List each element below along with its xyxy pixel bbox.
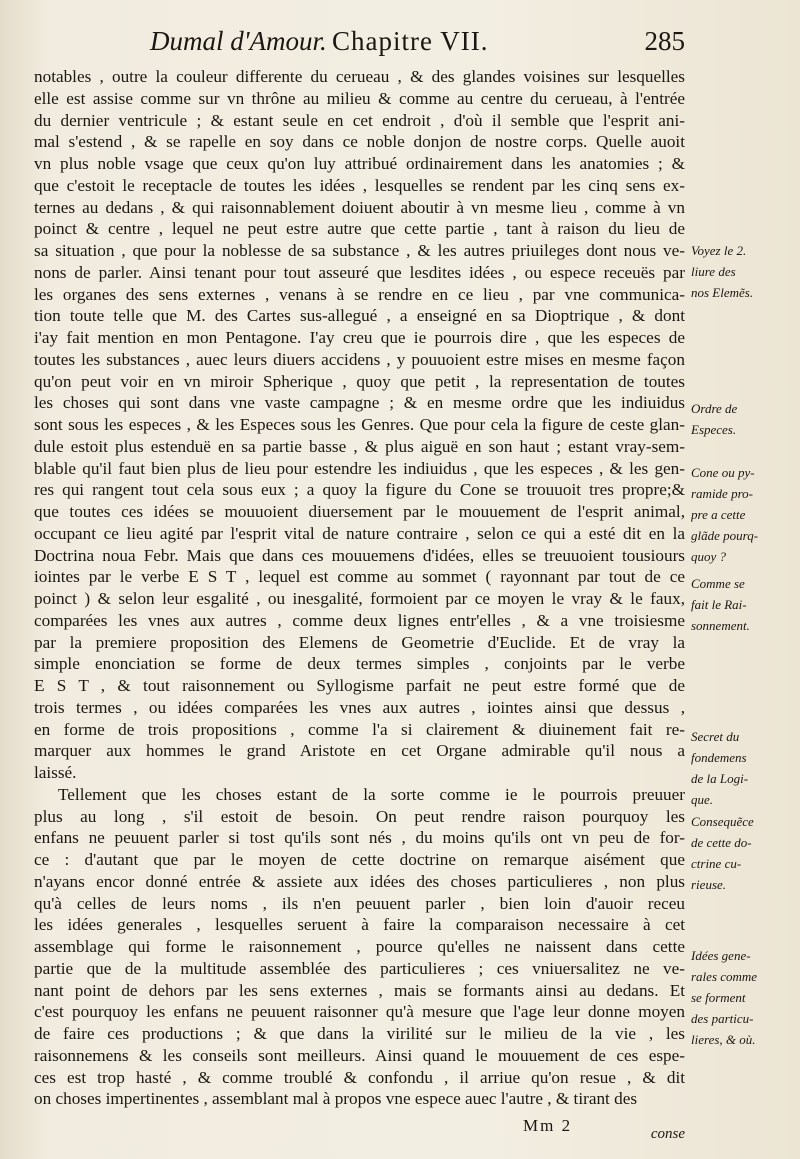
margin-note-line: sonnement. bbox=[691, 618, 750, 633]
text-line: res qui rangent tout cela sous eux ; a quoy la figure du Cone se trouuoit tres propre;& bbox=[34, 480, 685, 500]
text-line: sa situation , que pour la noblesse de sa substance , & les autres priuileges dont nous ve- bbox=[34, 241, 685, 260]
text-line: blable qu'il faut bien plus de lieu pour estendre les indiuidus , que les especes , & les gen- bbox=[34, 458, 685, 478]
text-line: raisonnemens & les conseils sont meilleurs. Ainsi quand le mouuement de ces espe- bbox=[34, 1045, 685, 1065]
page-footer bbox=[34, 1116, 685, 1156]
margin-note-line: de cette do- bbox=[691, 835, 752, 850]
signature-mark: Mm 2 bbox=[523, 1116, 573, 1135]
margin-note-line: Consequẽce bbox=[691, 814, 754, 829]
margin-note-line: Idées gene- bbox=[691, 948, 751, 963]
margin-note-line: de la Logi- bbox=[691, 771, 749, 786]
margin-note bbox=[691, 398, 799, 440]
text-line: ces est trop hasté , & comme troublé & confondu , il arriue qu'on resue , & dit bbox=[34, 1067, 685, 1087]
margin-note-line: liure des bbox=[691, 264, 736, 279]
text-line: nant point de dehors par les sens externes , mais se formants ainsi au dedans. Et bbox=[34, 980, 685, 1000]
text-line: ce : d'autant que par le moyen de cette doctrine on remarque aisément que bbox=[34, 850, 685, 869]
text-line: notables , outre la couleur differente du cerueau , & des glandes voisines sur lesquelles bbox=[34, 67, 685, 86]
margin-note-line: des particu- bbox=[691, 1011, 754, 1026]
text-line: nons de parler. Ainsi tenant pour tout asseuré que lesdites idées , ou espece receuës par bbox=[34, 262, 685, 282]
body-text bbox=[34, 66, 685, 1110]
margin-note-line: pre a cette bbox=[691, 507, 746, 522]
margin-note-line: Comme se bbox=[691, 576, 745, 591]
text-line: toutes les substances , auec leurs diuers accidens , y pouuoient estre mises en mesme façon bbox=[34, 349, 685, 369]
running-head: Dumal d'Amour. bbox=[150, 26, 327, 56]
text-line: iointes par le verbe E S T , lequel est comme au sommet ( rayonnant par tout de ce bbox=[34, 567, 685, 587]
text-line: simple enonciation se forme de deux termes simples , conjoints par le verbe bbox=[34, 654, 685, 674]
margin-note bbox=[691, 240, 799, 303]
margin-note-line: que. bbox=[691, 792, 714, 807]
text-line: c'est pourquoy les enfans ne peuuent raisonner qu'à mesure que l'age leur donne moyen bbox=[34, 1002, 685, 1022]
margin-note bbox=[691, 573, 799, 636]
margin-note-line: fondemens bbox=[691, 750, 747, 765]
margin-note-line: glãde pourq- bbox=[691, 528, 759, 543]
paragraph-1 bbox=[34, 66, 685, 784]
text-line: par la premiere proposition des Elemens de Geometrie d'Euclide. Et de vray la bbox=[34, 632, 685, 652]
margin-note-line: Secret du bbox=[691, 729, 740, 744]
text-line: Tellement que les choses estant de la sorte comme ie le pourrois preuuer bbox=[58, 784, 685, 804]
text-line: marquer aux hommes le grand Aristote en cet Organe admirable qu'il nous a bbox=[34, 741, 685, 761]
margin-note-line: rales comme bbox=[691, 969, 758, 984]
text-line: qu'à celles de leurs noms , ils n'en peuuent parler , bien loin d'auoir receu bbox=[34, 893, 685, 913]
margin-note bbox=[691, 726, 799, 810]
text-line: que c'estoit le receptacle de toutes les idées , lesquelles se rendent par les cinq sens ex- bbox=[34, 175, 685, 195]
chapter-title: Chapitre VII. bbox=[332, 26, 489, 56]
text-line: tion toute telle que M. des Cartes sus-allegué , a enseigné en sa Dioptrique , & dont bbox=[34, 306, 685, 326]
text-line: i'ay fait mention en mon Pentagone. I'ay creu que ie pourrois dire , que les especes de bbox=[34, 328, 685, 347]
text-line: occupant ce lieu agité par l'esprit vital de nature contraire , selon ce qui a esté dit en la bbox=[34, 523, 685, 543]
text-line: poinct ) & selon leur esgalité , ou inesgalité, formoient par ce moyen le vray & le faux, bbox=[34, 589, 685, 608]
margin-note-line: se forment bbox=[691, 990, 746, 1005]
text-line: poinct & centre , lequel ne peut estre autre que cette partie , tant à raison du lieu de bbox=[34, 219, 685, 239]
margin-note-line: nos Elemẽs. bbox=[691, 285, 754, 300]
text-line: qu'on peut voir en vn miroir Spherique , quoy que petit , la representation de toutes bbox=[34, 371, 685, 391]
margin-note bbox=[691, 945, 799, 1050]
text-line: n'ayans encor donné entrée & assiete aux idées des choses particulieres , non plus bbox=[34, 871, 685, 891]
text-line: partie que de la multitude assemblée des particulieres ; ces vniuersalitez ne ve- bbox=[34, 958, 685, 978]
margin-note-line: quoy ? bbox=[691, 549, 727, 564]
text-line: que toutes ces idées se mouuoient diuersement par le mouuement de l'esprit animal, bbox=[34, 502, 685, 521]
margin-note-line: fait le Rai- bbox=[691, 597, 747, 612]
margin-note-line: ctrine cu- bbox=[691, 856, 742, 871]
text-line: sont sous les especes , & les Especes sous les Genres. Que pour cela la figure de ceste glan- bbox=[34, 415, 685, 434]
margin-note-line: Ordre de bbox=[691, 401, 738, 416]
text-line: trois termes , ou idées comparées les vnes aux autres , iointes ainsi que dessus , bbox=[34, 697, 685, 717]
text-line: en forme de trois propositions , comme l'a si clairement & diuinement fait re- bbox=[34, 719, 685, 739]
text-line: E S T , & tout raisonnement ou Syllogisme parfait ne peut estre formé que de bbox=[34, 676, 685, 695]
text-line: plus au long , s'il estoit de besoin. On peut rendre raison pourquoy les bbox=[34, 806, 685, 826]
text-line: vn plus noble vsage que ceux qu'on luy attribué ordinairement dans les anatomies ; & bbox=[34, 154, 685, 173]
text-line: laissé. bbox=[34, 763, 77, 782]
text-line: de faire ces productions ; & que dans la virilité sur le milieu de la vie , les bbox=[34, 1024, 685, 1043]
margin-note-line: Cone ou py- bbox=[691, 465, 755, 480]
margin-notes bbox=[691, 0, 800, 1159]
margin-note bbox=[691, 462, 799, 567]
text-line: Doctrina noua Febr. Mais que dans ces mouuemens d'idées, elles se treuuoient tousiours bbox=[34, 545, 685, 565]
page-header bbox=[150, 22, 685, 62]
margin-note-line: Especes. bbox=[691, 422, 737, 437]
text-line: on choses impertinentes , assemblant mal à propos vne espece auec l'autre , & tirant des bbox=[34, 1089, 638, 1109]
margin-note-line: Voyez le 2. bbox=[691, 243, 747, 258]
page-number: 285 bbox=[644, 26, 685, 56]
margin-note-line: ramide pro- bbox=[691, 486, 753, 501]
text-line: assemblage qui forme le raisonnement , pource qu'elles ne naissent dans cette bbox=[34, 937, 685, 956]
text-line: les organes des sens externes , venans à se rendre en ce lieu , par vne communica- bbox=[34, 284, 685, 304]
text-line: enfans ne peuuent parler si tost qu'ils sont nés , du moins qu'ils ont vn peu de for- bbox=[34, 828, 685, 848]
text-line: comparées les vnes aux autres , comme deux lignes entr'elles , & a vne troisiesme bbox=[34, 610, 685, 630]
margin-note bbox=[691, 811, 799, 895]
catchword: conse bbox=[650, 1126, 685, 1142]
text-line: du dernier ventricule ; & estant seule en cet endroit , d'où il semble que l'esprit ani- bbox=[34, 110, 685, 130]
text-line: mal s'estend , & se rapelle en soy dans ce noble donjon de nostre corps. Quelle auoit bbox=[34, 132, 685, 152]
margin-note-line: rieuse. bbox=[691, 877, 727, 892]
text-line: les choses qui sont dans vne vaste campagne ; & en mesme ordre que les indiuidus bbox=[34, 393, 685, 413]
paragraph-2 bbox=[34, 784, 685, 1110]
text-line: elle est assise comme sur vn thrône au milieu & comme au centre du cerueau, à l'entrée bbox=[34, 88, 685, 108]
text-line: les idées generales , lesquelles seruent à faire la comparaison necessaire à cet bbox=[34, 915, 685, 935]
margin-note-line: lieres, & où. bbox=[691, 1032, 756, 1047]
text-line: ternes au dedans , & qui raisonnablement doiuent aboutir à vn mesme lieu , comme à vn bbox=[34, 197, 685, 217]
text-line: dule estoit plus estenduë en sa partie basse , & plus aiguë en son haut ; estant vray-sem- bbox=[34, 436, 685, 456]
